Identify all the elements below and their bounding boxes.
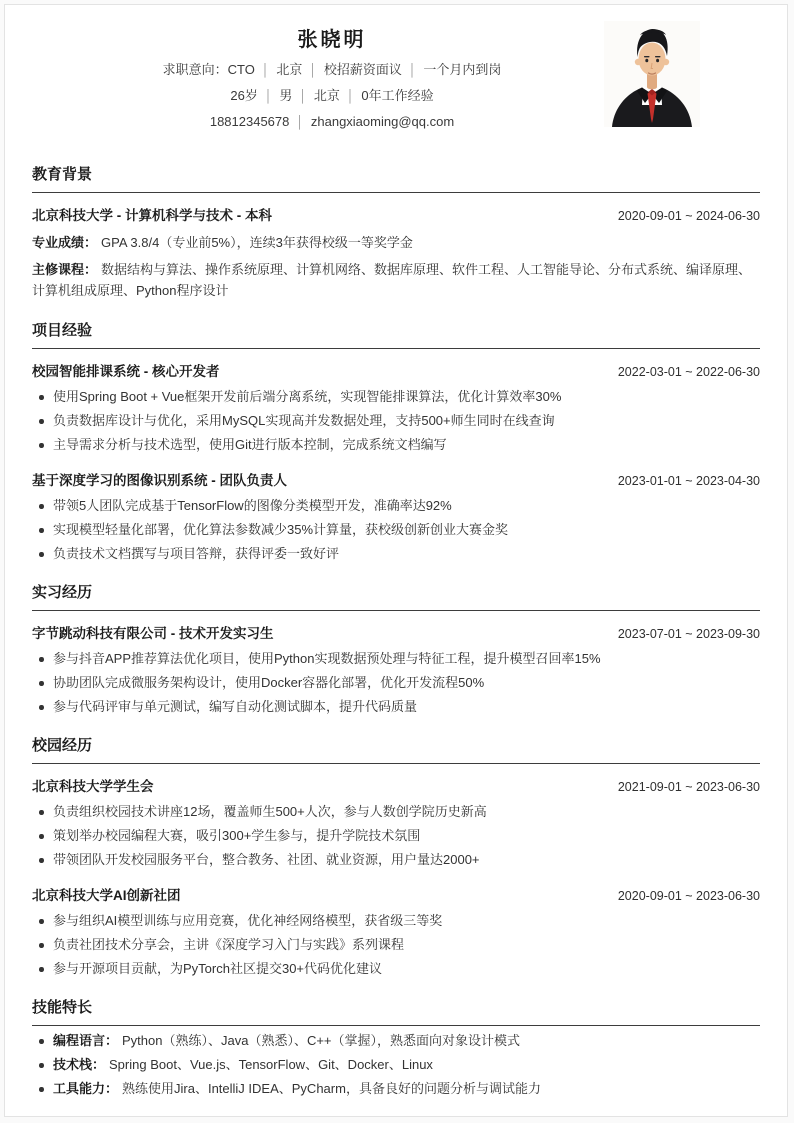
profile-photo <box>604 21 700 127</box>
email-address: zhangxiaoming@qq.com <box>310 114 455 129</box>
bullet-item: 主导需求分析与技术选型，使用Git进行版本控制，完成系统文档编写 <box>32 436 760 454</box>
phone-number: 18812345678 <box>209 114 290 129</box>
date-range: 2023-07-01 ~ 2023-09-30 <box>617 627 760 641</box>
organization-name: 北京科技大学学生会 <box>32 779 154 794</box>
job-intent-line <box>32 61 632 79</box>
courses-text: 数据结构与算法、操作系统原理、计算机网络、数据库原理、软件工程、人工智能导论、分布式系统、编译原理、计算机组成原理、Python程序设计 <box>32 262 752 298</box>
education-entry <box>32 206 760 301</box>
bullet-item: 协助团队完成微服务架构设计，使用Docker容器化部署，优化开发流程50% <box>32 674 760 692</box>
separator: │ <box>264 89 273 103</box>
bullet-list <box>32 388 760 454</box>
bullet-item: 负责技术文档撰写与项目答辩，获得评委一致好评 <box>32 545 760 563</box>
entry-head <box>32 624 760 644</box>
bullet-item: 参与组织AI模型训练与应用竞赛，优化神经网络模型，获省级三等奖 <box>32 912 760 930</box>
job-intent: 求职意向：CTO <box>162 62 255 77</box>
separator: │ <box>261 63 270 77</box>
contact-info-line <box>32 113 632 131</box>
campus-entry <box>32 777 760 869</box>
resume-page <box>4 4 788 1117</box>
skill-text: Python（熟练）、Java（熟悉）、C++（掌握），熟悉面向对象设计模式 <box>122 1033 521 1048</box>
entry-head <box>32 471 760 491</box>
courses-line <box>32 259 760 301</box>
separator: │ <box>299 89 307 103</box>
bullet-item: 使用Spring Boot + Vue框架开发前后端分离系统，实现智能排课算法，优化计算效率30% <box>32 388 760 406</box>
bullet-list <box>32 1032 760 1098</box>
availability: 一个月内到岗 <box>423 62 502 77</box>
header-center <box>32 27 632 131</box>
resume-header <box>32 5 760 145</box>
section-projects <box>32 321 760 563</box>
bullet-item: 参与抖音APP推荐算法优化项目，使用Python实现数据预处理与特征工程，提升模型召回率15% <box>32 650 760 668</box>
bullet-list <box>32 912 760 978</box>
bullet-list <box>32 497 760 563</box>
gpa-label: 专业成绩： <box>32 235 98 250</box>
separator: │ <box>346 89 355 103</box>
organization-name: 北京科技大学AI创新社团 <box>32 888 181 903</box>
project-entry <box>32 471 760 563</box>
entry-head <box>32 362 760 382</box>
separator: │ <box>309 63 317 77</box>
bullet-item: 带领5人团队完成基于TensorFlow的图像分类模型开发，准确率达92% <box>32 497 760 515</box>
section-title-projects: 项目经验 <box>32 321 760 349</box>
candidate-name: 张晓明 <box>297 29 367 51</box>
bullet-item: 实现模型轻量化部署，优化算法参数减少35%计算量，获校级创新创业大赛金奖 <box>32 521 760 539</box>
campus-entry <box>32 886 760 978</box>
courses-label: 主修课程： <box>32 262 98 277</box>
section-title-skills: 技能特长 <box>32 998 760 1026</box>
skill-item <box>32 1056 760 1074</box>
skill-text: Spring Boot、Vue.js、TensorFlow、Git、Docker、Linux <box>109 1057 433 1072</box>
section-internship <box>32 583 760 716</box>
skill-label: 工具能力： <box>53 1081 119 1096</box>
bullet-list <box>32 803 760 869</box>
company-and-role: 字节跳动科技有限公司 - 技术开发实习生 <box>32 626 274 641</box>
section-education <box>32 165 760 301</box>
avatar-illustration <box>604 21 700 127</box>
section-title-campus: 校园经历 <box>32 736 760 764</box>
date-range: 2020-09-01 ~ 2023-06-30 <box>617 889 760 903</box>
section-skills <box>32 998 760 1098</box>
basic-info-line <box>32 87 632 105</box>
bullet-item: 策划举办校园编程大赛，吸引300+学生参与，提升学院技术氛围 <box>32 827 760 845</box>
school-and-major: 北京科技大学 - 计算机科学与技术 - 本科 <box>32 208 272 223</box>
date-range: 2022-03-01 ~ 2022-06-30 <box>617 365 760 379</box>
salary-expectation: 校招薪资面议 <box>323 62 402 77</box>
entry-head <box>32 206 760 226</box>
section-title-education: 教育背景 <box>32 165 760 193</box>
gpa-line <box>32 232 760 253</box>
section-title-internship: 实习经历 <box>32 583 760 611</box>
work-experience: 0年工作经验 <box>361 88 434 103</box>
bullet-list <box>32 650 760 716</box>
bullet-item: 参与开源项目贡献，为PyTorch社区提交30+代码优化建议 <box>32 960 760 978</box>
intent-city: 北京 <box>276 62 303 77</box>
skill-item <box>32 1080 760 1098</box>
project-entry <box>32 362 760 454</box>
gender: 男 <box>279 88 293 103</box>
skill-item <box>32 1032 760 1050</box>
entry-head <box>32 886 760 906</box>
bullet-item: 负责数据库设计与优化，采用MySQL实现高并发数据处理，支持500+师生同时在线查询 <box>32 412 760 430</box>
bullet-item: 带领团队开发校园服务平台，整合教务、社团、就业资源，用户量达2000+ <box>32 851 760 869</box>
skill-label: 编程语言： <box>53 1033 119 1048</box>
internship-entry <box>32 624 760 716</box>
location: 北京 <box>313 88 340 103</box>
entry-head <box>32 777 760 797</box>
age: 26岁 <box>230 88 258 103</box>
section-campus <box>32 736 760 978</box>
separator: │ <box>296 115 304 129</box>
date-range: 2020-09-01 ~ 2024-06-30 <box>617 209 760 223</box>
bullet-item: 负责社团技术分享会，主讲《深度学习入门与实践》系列课程 <box>32 936 760 954</box>
project-title: 校园智能排课系统 - 核心开发者 <box>32 364 220 379</box>
bullet-item: 参与代码评审与单元测试，编写自动化测试脚本，提升代码质量 <box>32 698 760 716</box>
skill-label: 技术栈： <box>53 1057 106 1072</box>
project-title: 基于深度学习的图像识别系统 - 团队负责人 <box>32 473 287 488</box>
bullet-item: 负责组织校园技术讲座12场，覆盖师生500+人次，参与人数创学院历史新高 <box>32 803 760 821</box>
date-range: 2023-01-01 ~ 2023-04-30 <box>617 474 760 488</box>
gpa-text: GPA 3.8/4（专业前5%），连续3年获得校级一等奖学金 <box>101 235 413 250</box>
date-range: 2021-09-01 ~ 2023-06-30 <box>617 780 760 794</box>
separator: │ <box>408 63 417 77</box>
skill-text: 熟练使用Jira、IntelliJ IDEA、PyCharm，具备良好的问题分析与调试能力 <box>122 1081 541 1096</box>
